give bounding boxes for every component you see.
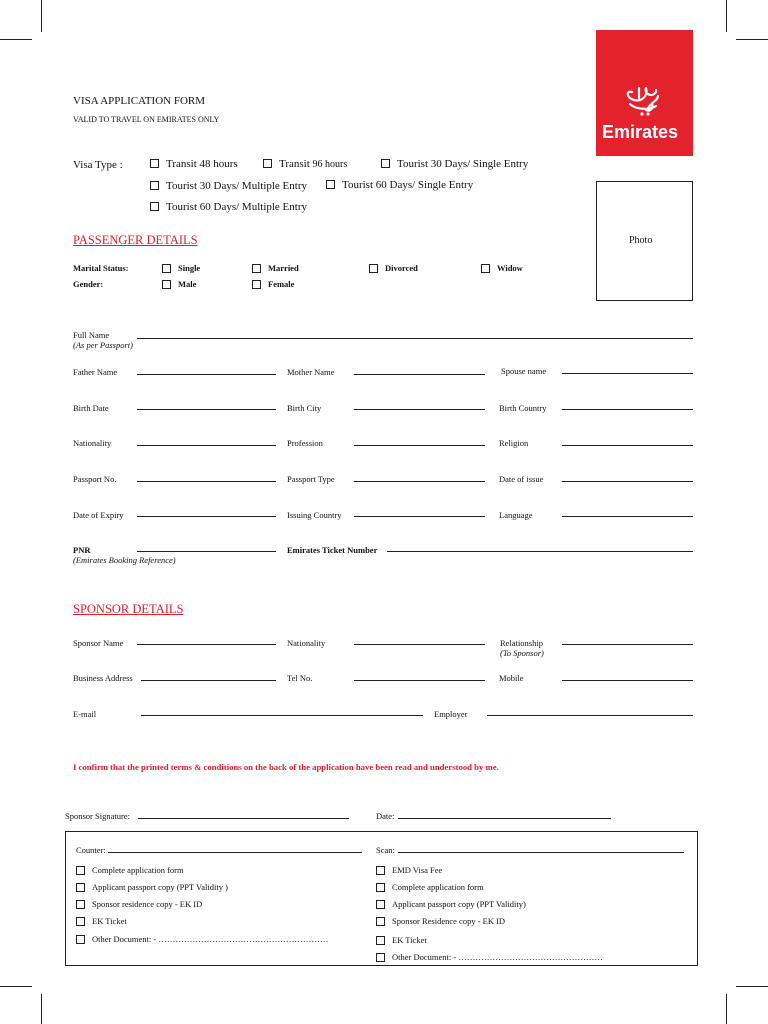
- passenger-details-heading: PASSENGER DETAILS: [73, 233, 198, 247]
- visa-option-tourist-30-single[interactable]: Tourist 30 Days/ Single Entry: [381, 158, 528, 170]
- passport-type-field[interactable]: [354, 481, 485, 482]
- relationship-note: (To Sponsor): [500, 648, 544, 658]
- visa-option-transit-48[interactable]: Transit 48 hours: [150, 158, 238, 170]
- profession-field[interactable]: [354, 445, 485, 446]
- issuing-country-label: Issuing Country: [287, 510, 342, 520]
- scan-item[interactable]: EK Ticket: [376, 935, 427, 946]
- checkbox[interactable]: [376, 866, 385, 875]
- sponsor-details-heading: SPONSOR DETAILS: [73, 602, 184, 616]
- employer-label: Employer: [434, 709, 468, 719]
- employer-field[interactable]: [487, 715, 693, 716]
- marital-status-label: Marital Status:: [73, 263, 129, 273]
- gender-female[interactable]: Female: [252, 279, 294, 290]
- birth-country-field[interactable]: [562, 409, 693, 410]
- scan-item[interactable]: Applicant passport copy (PPT Validity): [376, 899, 526, 910]
- scan-item[interactable]: Sponsor Residence copy - EK ID: [376, 916, 505, 927]
- emirates-logo: [596, 30, 693, 156]
- visa-option-tourist-30-multiple[interactable]: Tourist 30 Days/ Multiple Entry: [150, 180, 307, 192]
- pnr-note: (Emirates Booking Reference): [73, 555, 176, 565]
- checkbox[interactable]: [376, 953, 385, 962]
- confirmation-text: I confirm that the printed terms & conditions on the back of the application have been read and understood by me.: [73, 762, 499, 772]
- checkbox[interactable]: [376, 900, 385, 909]
- sponsor-name-field[interactable]: [137, 644, 276, 645]
- mother-name-field[interactable]: [354, 374, 485, 375]
- full-name-label: Full Name: [73, 330, 110, 340]
- crop-mark: [0, 986, 32, 987]
- mother-name-label: Mother Name: [287, 367, 335, 377]
- full-name-note: (As per Passport): [73, 340, 133, 350]
- counter-item[interactable]: Other Document: - ……………………………………………………: [76, 934, 328, 945]
- date-label: Date:: [376, 811, 395, 821]
- counter-item[interactable]: Complete application form: [76, 865, 184, 876]
- birth-city-field[interactable]: [354, 409, 485, 410]
- checkbox[interactable]: [376, 883, 385, 892]
- checkbox[interactable]: [376, 917, 385, 926]
- sponsor-signature-label: Sponsor Signature:: [65, 811, 130, 821]
- checkbox[interactable]: [369, 264, 378, 273]
- checkbox[interactable]: [481, 264, 490, 273]
- passport-type-label: Passport Type: [287, 474, 335, 484]
- nationality-label: Nationality: [73, 438, 112, 448]
- sponsor-name-label: Sponsor Name: [73, 638, 124, 648]
- pnr-label: PNR: [73, 545, 91, 555]
- crop-mark: [726, 0, 727, 32]
- checkbox[interactable]: [376, 936, 385, 945]
- crop-mark: [0, 39, 32, 40]
- checkbox[interactable]: [76, 917, 85, 926]
- sponsor-signature-field[interactable]: [138, 818, 349, 819]
- date-of-expiry-label: Date of Expiry: [73, 510, 124, 520]
- mobile-label: Mobile: [499, 673, 524, 683]
- photo-box[interactable]: [596, 181, 693, 301]
- full-name-field[interactable]: [137, 338, 693, 339]
- date-of-issue-field[interactable]: [562, 481, 693, 482]
- checkbox[interactable]: [162, 280, 171, 289]
- counter-item[interactable]: Sponsor residence copy - EK ID: [76, 899, 202, 910]
- religion-label: Religion: [499, 438, 529, 448]
- checkbox[interactable]: [76, 866, 85, 875]
- checkbox[interactable]: [381, 159, 390, 168]
- spouse-name-field[interactable]: [562, 373, 693, 374]
- business-address-field[interactable]: [141, 680, 276, 681]
- father-name-label: Father Name: [73, 367, 118, 377]
- father-name-field[interactable]: [137, 374, 276, 375]
- tel-no-label: Tel No.: [287, 673, 313, 683]
- mobile-field[interactable]: [562, 680, 693, 681]
- counter-label: Counter:: [76, 845, 106, 855]
- counter-item[interactable]: EK Ticket: [76, 916, 127, 927]
- logo-wordmark: Emirates: [602, 122, 679, 142]
- date-of-expiry-field[interactable]: [137, 516, 276, 517]
- scan-item[interactable]: Complete application form: [376, 882, 484, 893]
- relationship-field[interactable]: [562, 644, 693, 645]
- crop-mark: [41, 0, 42, 32]
- language-label: Language: [499, 510, 533, 520]
- issuing-country-field[interactable]: [354, 516, 485, 517]
- birth-date-field[interactable]: [137, 409, 276, 410]
- crop-mark: [41, 994, 42, 1024]
- counter-item[interactable]: Applicant passport copy (PPT Validity ): [76, 882, 228, 893]
- scan-field[interactable]: [398, 852, 684, 853]
- checkbox[interactable]: [252, 264, 261, 273]
- email-label: E-mail: [73, 709, 97, 719]
- ticket-number-label: Emirates Ticket Number: [287, 545, 378, 555]
- date-field[interactable]: [398, 818, 611, 819]
- marital-single[interactable]: Single: [162, 263, 200, 274]
- profession-label: Profession: [287, 438, 323, 448]
- ticket-number-field[interactable]: [387, 551, 693, 552]
- scan-item[interactable]: EMD Visa Fee: [376, 865, 442, 876]
- birth-country-label: Birth Country: [499, 403, 547, 413]
- passport-no-label: Passport No.: [73, 474, 117, 484]
- form-title: VISA APPLICATION FORM: [73, 95, 206, 107]
- marital-widow[interactable]: Widow: [481, 263, 523, 274]
- office-checklist-panel: [65, 831, 698, 966]
- checkbox[interactable]: [76, 883, 85, 892]
- checkbox[interactable]: [252, 280, 261, 289]
- tel-no-field[interactable]: [354, 680, 485, 681]
- crop-mark: [736, 986, 768, 987]
- spouse-name-label: Spouse name: [501, 366, 547, 376]
- language-field[interactable]: [562, 516, 693, 517]
- visa-option-tourist-60-multiple[interactable]: Tourist 60 Days/ Multiple Entry: [150, 201, 307, 213]
- crop-mark: [736, 39, 768, 40]
- checkbox[interactable]: [150, 159, 159, 168]
- crop-mark: [726, 994, 727, 1024]
- checkbox[interactable]: [76, 935, 85, 944]
- checkbox[interactable]: [76, 900, 85, 909]
- photo-label: Photo: [629, 235, 653, 246]
- birth-city-label: Birth City: [287, 403, 322, 413]
- visa-type-label: Visa Type :: [73, 159, 123, 171]
- checkbox[interactable]: [162, 264, 171, 273]
- pnr-field[interactable]: [137, 551, 276, 552]
- religion-field[interactable]: [562, 445, 693, 446]
- visa-option-tourist-60-single[interactable]: Tourist 60 Days/ Single Entry: [326, 179, 473, 191]
- business-address-label: Business Address: [73, 673, 133, 683]
- counter-field[interactable]: [108, 852, 362, 853]
- email-field[interactable]: [141, 715, 423, 716]
- gender-male[interactable]: Male: [162, 279, 196, 290]
- marital-married[interactable]: Married: [252, 263, 299, 274]
- visa-option-transit-96[interactable]: Transit 96 hours: [263, 158, 347, 170]
- checkbox[interactable]: [326, 180, 335, 189]
- date-of-issue-label: Date of issue: [499, 474, 544, 484]
- checkbox[interactable]: [150, 202, 159, 211]
- relationship-label: Relationship: [500, 638, 543, 648]
- nationality-field[interactable]: [137, 445, 276, 446]
- marital-divorced[interactable]: Divorced: [369, 263, 418, 274]
- scan-item[interactable]: Other Document: - ……………………………………………: [376, 952, 603, 963]
- checkbox[interactable]: [150, 181, 159, 190]
- form-subtitle: VALID TO TRAVEL ON EMIRATES ONLY: [73, 115, 220, 124]
- gender-label: Gender:: [73, 279, 104, 289]
- sponsor-nationality-field[interactable]: [354, 644, 485, 645]
- sponsor-nationality-label: Nationality: [287, 638, 326, 648]
- checkbox[interactable]: [263, 159, 272, 168]
- scan-label: Scan:: [376, 845, 395, 855]
- passport-no-field[interactable]: [137, 481, 276, 482]
- birth-date-label: Birth Date: [73, 403, 109, 413]
